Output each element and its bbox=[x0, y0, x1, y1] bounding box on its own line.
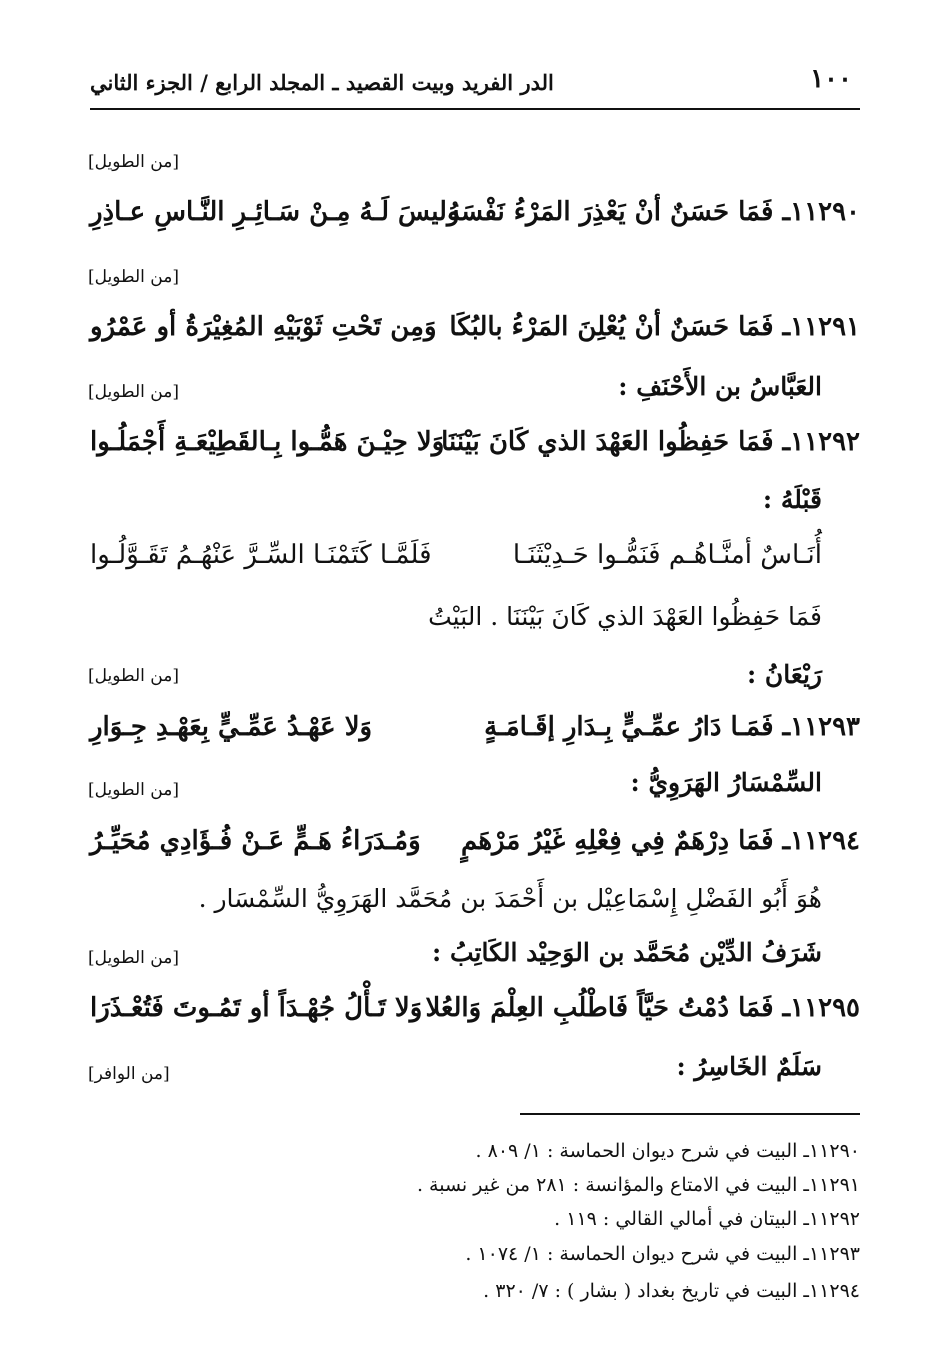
verse-second-hemistich: وَمُـدَرَاءُ هَـمٍّ عَـنْ فُـؤَادِي مُحَيِّـرُ bbox=[90, 826, 421, 856]
footnote: ١١٢٩١ـ البيت في الامتاع والمؤانسة : ٢٨١ من غير نسبة . bbox=[416, 1174, 860, 1196]
verse-second-hemistich: فَلَمَّـا كَتَمْنَـا السِّـرَّ عَنْهُـمُ تَقَـوَّلُـوا bbox=[90, 540, 432, 570]
verse-first-hemistich: ١١٢٩٢ـ فَمَا حَفِظُوا العَهْدَ الذي كَانَ بَيْنَنَا bbox=[441, 427, 860, 457]
verse-second-hemistich: وَلا عَهْـدُ عَمِّـيٍّ بِعَهْـدِ جِـوَارِ bbox=[90, 712, 373, 742]
verse-second-hemistich: وليسَ لَـهُ مِـنْ سَـائِـرِ النَّـاسِ عـاذِرِ bbox=[90, 197, 460, 227]
meter-label: [من الطويل] bbox=[88, 267, 179, 287]
poet-intro: رَيْعَانُ : bbox=[747, 660, 822, 689]
meter-label: [من الطويل] bbox=[88, 382, 179, 402]
footnote-divider bbox=[520, 1113, 860, 1115]
verse-first-hemistich: ١١٢٩٥ـ فَمَا دُمْتُ حَيَّاً فَاطْلُبِ العِلْمَ وَالعُلا bbox=[425, 993, 860, 1023]
verse-preceding bbox=[90, 540, 860, 584]
verse-first-hemistich: ١١٢٩٠ـ فَمَا حَسَنٌ أنْ يَعْذِرَ المَرْءُ نَفْسَهُ bbox=[447, 197, 860, 227]
verse-first-hemistich: ١١٢٩٣ـ فَمَـا دَارُ عمِّـيٍّ بِـدَارِ إقَـامَـةٍ bbox=[484, 712, 860, 742]
footnote: ١١٢٩٠ـ البيت في شرح ديوان الحماسة : ١/ ٨٠٩ . bbox=[475, 1140, 860, 1162]
commentary-qablahu: قَبْلَهُ : bbox=[762, 485, 822, 514]
commentary-note: هُوَ أَبُو الفَضْلِ إِسْمَاعِيْل بن أَحْمَدَ بن مُحَمَّد الهَرَوِيُّ السِّمْسَار . bbox=[198, 884, 822, 913]
verse-second-hemistich: وَمِن تَحْتِ ثَوْبَيْهِ المُغِيْرَةُ أو عَمْرُو bbox=[90, 312, 437, 342]
header-divider bbox=[90, 108, 860, 110]
verse-first-hemistich: أُنَـاسٌ أمنَّـاهُـم فَنَمُّـوا حَـدِيْثَنَـا bbox=[512, 540, 822, 570]
running-title: الدر الفريد وبيت القصيد ـ المجلد الرابع / الجزء الثاني bbox=[90, 70, 554, 95]
poet-intro: سَلَمٌ الخَاسِرُ : bbox=[676, 1052, 822, 1081]
verse-second-hemistich: وَلا حِيْـنَ هَمُّـوا بِـالقَطِيْعَـةِ أَجْمَلُـوا bbox=[90, 427, 445, 457]
verse-second-hemistich: وَلا تَـأْلُ جُهْـدَاً أو تَمُـوتَ فَتُعْـذَرَا bbox=[90, 993, 423, 1023]
poet-intro: شَرَفُ الدِّيْن مُحَمَّد بن الوَحِيْد الكَاتِبُ : bbox=[432, 938, 822, 967]
verse-1292 bbox=[90, 427, 860, 471]
page-header bbox=[90, 58, 860, 102]
page-number: ١٠٠ bbox=[810, 64, 852, 94]
meter-label: [من الطويل] bbox=[88, 948, 179, 968]
meter-label: [من الطويل] bbox=[88, 780, 179, 800]
footnote: ١١٢٩٤ـ البيت في تاريخ بغداد ( بشار ) : ٧/ ٣٢٠ . bbox=[483, 1280, 860, 1302]
verse-first-hemistich: ١١٢٩١ـ فَمَا حَسَنٌ أنْ يُعْلِنَ المَرْءُ بالبُكَا bbox=[449, 312, 860, 342]
verse-1294 bbox=[90, 826, 860, 870]
footnote: ١١٢٩٢ـ البيتان في أمالي القالي : ١١٩ . bbox=[554, 1208, 860, 1230]
verse-first-hemistich: ١١٢٩٤ـ فَمَا دِرْهَمٌ فِي فِعْلِهِ غَيْرُ مَرْهَمٍ bbox=[461, 826, 860, 856]
meter-label: [من الطويل] bbox=[88, 152, 179, 172]
footnote: ١١٢٩٣ـ البيت في شرح ديوان الحماسة : ١/ ١٠٧٤ . bbox=[465, 1243, 860, 1265]
verse-1291 bbox=[90, 312, 860, 356]
verse-1295 bbox=[90, 993, 860, 1037]
poet-intro: السِّمْسَارُ الهَرَوِيُّ : bbox=[630, 768, 822, 797]
poet-intro: العَبَّاسُ بن الأَحْنَفِ : bbox=[618, 372, 822, 401]
verse-1293 bbox=[90, 712, 860, 756]
meter-label: [من الطويل] bbox=[88, 666, 179, 686]
commentary-repeat: فَمَا حَفِظُوا العَهْدَ الذي كَانَ بَيْنَنَا . البَيْتُ bbox=[428, 602, 822, 631]
verse-1290 bbox=[90, 197, 860, 241]
meter-label: [من الوافر] bbox=[88, 1064, 170, 1084]
